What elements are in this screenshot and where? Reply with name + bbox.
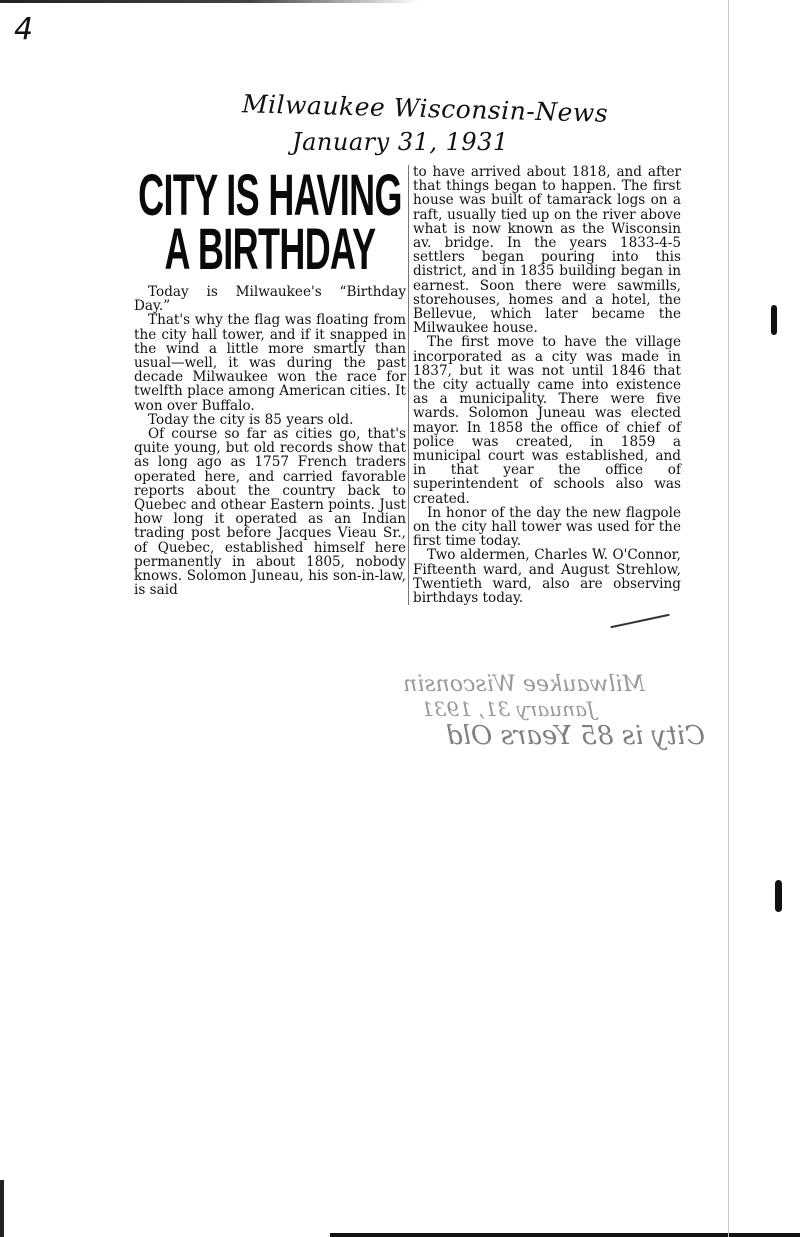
newspaper-clipping	[134, 163, 681, 653]
article-paragraph: Of course so far as cities go, that's quite young, but old records show that as long ago as 1757 French traders operated here, and carried favorable reports about the country back to Quebec and othear Eastern points. Just how long it operated as an Indian trading post before Jacques Vieau Sr., of Quebec, established himself here permanently in about 1805, nobody knows. Solomon Juneau, his son-in-law, is said	[134, 426, 406, 599]
scan-bottom-edge	[330, 1233, 800, 1237]
scan-top-edge	[0, 0, 420, 3]
article-paragraph: Two aldermen, Charles W. O'Connor, Fifteenth ward, and August Strehlow, Twentieth ward, also are observing birthdays today.	[413, 547, 681, 607]
page-fold-line	[728, 0, 729, 1237]
headline-line-2: A BIRTHDAY	[164, 217, 376, 282]
headline-line-1: CITY IS HAVING	[138, 163, 402, 228]
article-column-right	[408, 165, 681, 605]
mirrored-bleed-through-text	[225, 672, 705, 812]
bleed-line-1: Milwaukee Wisconsin	[403, 672, 645, 697]
bleed-line-2: January 31, 1931	[421, 697, 595, 721]
page-number: 4	[14, 12, 34, 47]
binding-hole-mark	[771, 305, 777, 335]
article-paragraph: The first move to have the village incorporated as a city was made in 1837, but it was not until 1846 that the city actually came into existence as a municipality. There were five wards. Solomon Juneau was elected mayor. In 1858 the office of chief of police was created, in 1859 a municipal court was established, and in that year the office of superintendent of schools also was created.	[413, 334, 681, 507]
handwritten-date-note: January 31, 1931	[292, 128, 509, 156]
bleed-line-3: City is 85 Years Old	[446, 721, 705, 751]
scan-left-edge	[0, 1180, 4, 1237]
article-column-left	[134, 165, 406, 597]
handwritten-source-note: Milwaukee Wisconsin-News	[241, 89, 609, 128]
binding-hole-mark	[775, 880, 782, 912]
article-paragraph: to have arrived about 1818, and after that things began to happen. The first house was built of tamarack logs on a raft, usually tied up on the river above what is now known as the Wisconsin av. bridge. In the years 1833-4-5 settlers began pouring into this district, and in 1835 building began in earnest. Soon there were sawmills, storehouses, homes and a hotel, the Bellevue, which later became the Milwaukee house.	[413, 164, 681, 337]
article-headline	[134, 163, 407, 282]
article-paragraph: That's why the flag was floating from the city hall tower, and if it snapped in the wind a little more smartly than usual—well, it was during the past decade Milwaukee won the race for twelfth place among American cities. It won over Buffalo.	[134, 312, 406, 414]
article-paragraph: In honor of the day the new flagpole on the city hall tower was used for the first time today.	[413, 504, 681, 550]
article-paragraph: Today the city is 85 years old.	[148, 411, 354, 428]
article-paragraph: Today is Milwaukee's “Birthday Day.”	[134, 284, 406, 315]
